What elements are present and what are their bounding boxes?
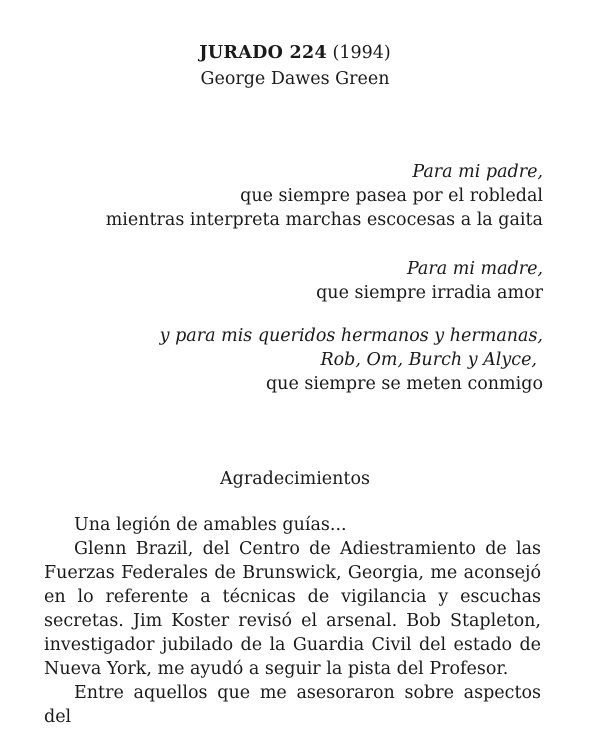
dedication-line: y para mis queridos hermanos y hermanas, — [159, 326, 543, 346]
book-year: (1994) — [332, 43, 391, 63]
title-block — [0, 40, 590, 92]
dedication-line: que siempre pasea por el robledal — [240, 186, 543, 206]
paragraph: Glenn Brazil, del Centro de Adiestramiento de las Fuerzas Federales de Brunswick, Georgia, me aconsejó en lo referente a técnicas de vigilancia y escuchas secretas. Jim Koster revisó el arsenal. Bob Stapleton, investigador jubilado de la Guardia Civil del estado de Nueva York, me ayudó a seguir la pista del Profesor. — [44, 539, 541, 679]
book-title: JURADO 224 — [199, 43, 327, 63]
dedication-mother — [316, 257, 543, 305]
body-text — [44, 513, 541, 729]
dedication-father — [106, 160, 543, 232]
section-heading: Agradecimientos — [220, 469, 370, 489]
dedication-line: que siempre irradia amor — [316, 283, 543, 303]
dedication-line: Para mi madre, — [406, 259, 543, 279]
dedication-siblings — [160, 324, 543, 396]
title-line — [0, 40, 590, 66]
dedication-line: Rob, Om, Burch y Alyce, — [320, 350, 537, 370]
dedication-line: mientras interpreta marchas escocesas a la gaita — [105, 210, 543, 230]
book-author: George Dawes Green — [200, 69, 390, 89]
paragraph: Una legión de amables guías... — [74, 515, 347, 535]
dedication-line: que siempre se meten conmigo — [265, 374, 543, 394]
paragraph: Entre aquellos que me asesoraron sobre aspectos del — [44, 683, 541, 727]
dedication-line: Para mi padre, — [412, 162, 543, 182]
